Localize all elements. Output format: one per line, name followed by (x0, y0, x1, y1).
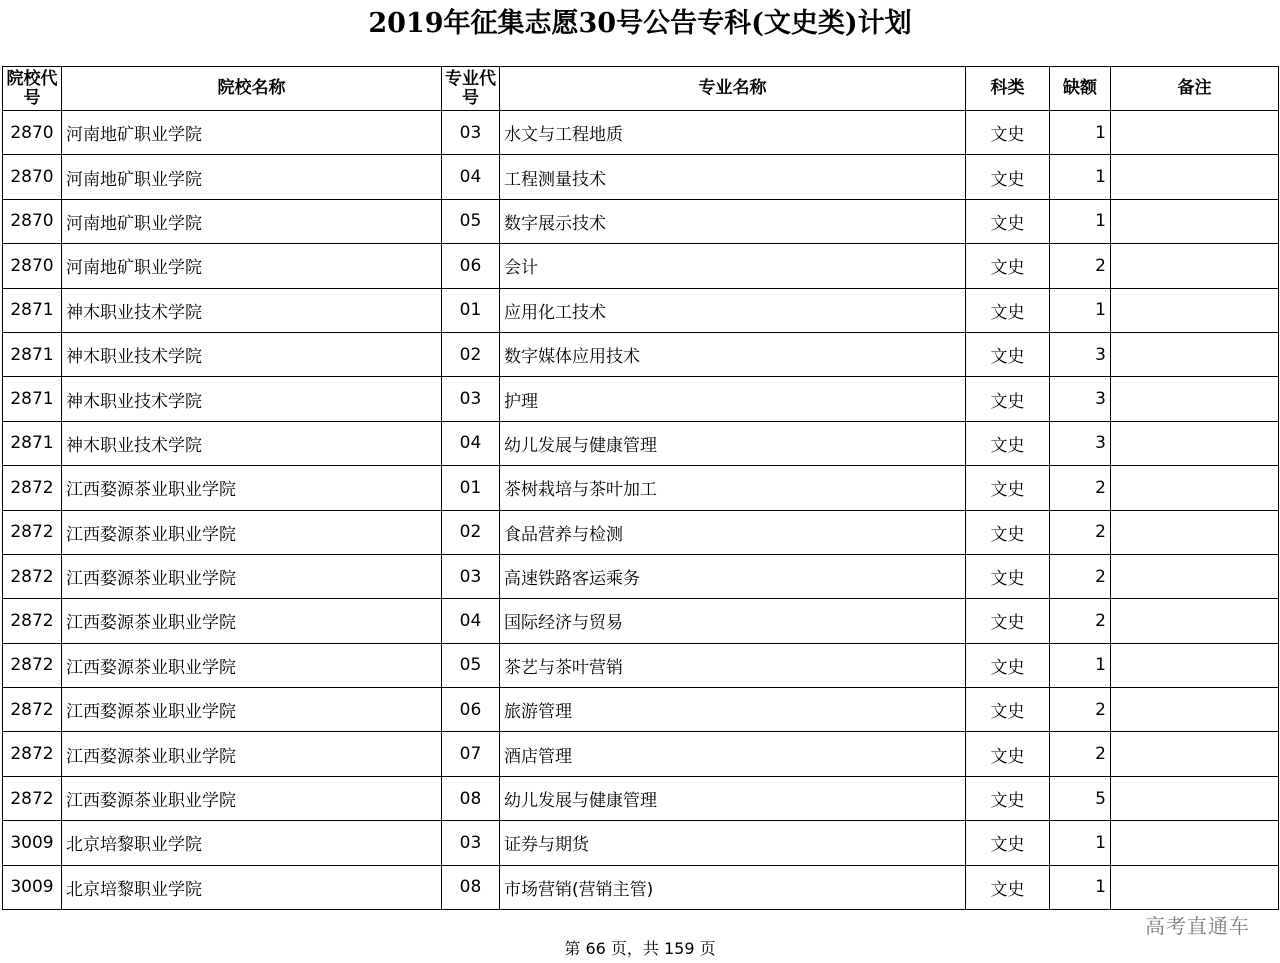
cell-major-code: 06 (442, 244, 500, 288)
cell-remarks (1111, 111, 1279, 155)
cell-major-code: 01 (442, 288, 500, 332)
table-row (3, 643, 1279, 687)
enrollment-plan-table (2, 66, 1279, 910)
cell-category: 文史 (966, 199, 1050, 243)
cell-remarks (1111, 821, 1279, 865)
cell-school-code: 2872 (3, 643, 62, 687)
cell-major-name: 酒店管理 (500, 732, 966, 776)
cell-category: 文史 (966, 421, 1050, 465)
cell-school-name: 江西婺源茶业职业学院 (62, 732, 442, 776)
cell-school-code: 2872 (3, 466, 62, 510)
cell-major-code: 07 (442, 732, 500, 776)
cell-major-code: 05 (442, 199, 500, 243)
cell-remarks (1111, 643, 1279, 687)
cell-remarks (1111, 421, 1279, 465)
cell-major-name: 数字展示技术 (500, 199, 966, 243)
cell-school-code: 2870 (3, 199, 62, 243)
cell-major-name: 市场营销(营销主管) (500, 865, 966, 909)
table-row (3, 776, 1279, 820)
cell-school-name: 神木职业技术学院 (62, 421, 442, 465)
cell-remarks (1111, 554, 1279, 598)
table-row (3, 865, 1279, 909)
cell-school-name: 江西婺源茶业职业学院 (62, 776, 442, 820)
cell-school-code: 2872 (3, 688, 62, 732)
header-school-name: 院校名称 (62, 67, 442, 111)
table-header-row (3, 67, 1279, 111)
cell-category: 文史 (966, 732, 1050, 776)
cell-major-code: 08 (442, 865, 500, 909)
cell-school-code: 2871 (3, 421, 62, 465)
cell-quota: 3 (1050, 377, 1111, 421)
cell-remarks (1111, 332, 1279, 376)
cell-school-code: 2872 (3, 510, 62, 554)
cell-major-name: 茶艺与茶叶营销 (500, 643, 966, 687)
cell-major-code: 04 (442, 155, 500, 199)
cell-quota: 1 (1050, 643, 1111, 687)
cell-school-code: 2872 (3, 554, 62, 598)
cell-school-code: 2870 (3, 111, 62, 155)
cell-quota: 2 (1050, 510, 1111, 554)
cell-major-code: 03 (442, 377, 500, 421)
table-row (3, 377, 1279, 421)
cell-school-name: 江西婺源茶业职业学院 (62, 466, 442, 510)
cell-school-name: 神木职业技术学院 (62, 332, 442, 376)
cell-remarks (1111, 199, 1279, 243)
table-body (3, 111, 1279, 910)
table-row (3, 332, 1279, 376)
table-row (3, 244, 1279, 288)
table-row (3, 466, 1279, 510)
header-major-name: 专业名称 (500, 67, 966, 111)
cell-category: 文史 (966, 332, 1050, 376)
cell-school-name: 北京培黎职业学院 (62, 821, 442, 865)
cell-category: 文史 (966, 111, 1050, 155)
cell-school-name: 江西婺源茶业职业学院 (62, 510, 442, 554)
cell-major-code: 03 (442, 821, 500, 865)
cell-quota: 1 (1050, 199, 1111, 243)
cell-major-name: 国际经济与贸易 (500, 599, 966, 643)
cell-major-code: 04 (442, 599, 500, 643)
cell-category: 文史 (966, 821, 1050, 865)
table-row (3, 599, 1279, 643)
cell-major-name: 会计 (500, 244, 966, 288)
cell-school-code: 2872 (3, 599, 62, 643)
cell-major-code: 06 (442, 688, 500, 732)
cell-category: 文史 (966, 776, 1050, 820)
cell-remarks (1111, 155, 1279, 199)
cell-school-name: 河南地矿职业学院 (62, 111, 442, 155)
table-row (3, 155, 1279, 199)
cell-category: 文史 (966, 643, 1050, 687)
page-title: 2019年征集志愿30号公告专科(文史类)计划 (368, 8, 912, 39)
cell-major-code: 04 (442, 421, 500, 465)
cell-category: 文史 (966, 288, 1050, 332)
cell-major-code: 08 (442, 776, 500, 820)
cell-school-code: 2870 (3, 155, 62, 199)
cell-school-code: 2871 (3, 377, 62, 421)
cell-quota: 2 (1050, 554, 1111, 598)
cell-category: 文史 (966, 688, 1050, 732)
cell-major-name: 数字媒体应用技术 (500, 332, 966, 376)
table-row (3, 821, 1279, 865)
cell-major-name: 旅游管理 (500, 688, 966, 732)
cell-school-name: 江西婺源茶业职业学院 (62, 599, 442, 643)
header-category: 科类 (966, 67, 1050, 111)
cell-quota: 1 (1050, 111, 1111, 155)
cell-remarks (1111, 377, 1279, 421)
cell-school-name: 河南地矿职业学院 (62, 244, 442, 288)
cell-category: 文史 (966, 466, 1050, 510)
cell-remarks (1111, 288, 1279, 332)
cell-major-name: 食品营养与检测 (500, 510, 966, 554)
cell-remarks (1111, 776, 1279, 820)
cell-school-code: 2872 (3, 776, 62, 820)
cell-category: 文史 (966, 599, 1050, 643)
table-row (3, 199, 1279, 243)
cell-quota: 3 (1050, 421, 1111, 465)
cell-quota: 1 (1050, 288, 1111, 332)
table-row (3, 732, 1279, 776)
table-row (3, 421, 1279, 465)
header-quota: 缺额 (1050, 67, 1111, 111)
cell-major-name: 工程测量技术 (500, 155, 966, 199)
cell-school-code: 2871 (3, 332, 62, 376)
cell-major-name: 幼儿发展与健康管理 (500, 421, 966, 465)
cell-school-name: 河南地矿职业学院 (62, 199, 442, 243)
cell-school-name: 神木职业技术学院 (62, 377, 442, 421)
cell-major-code: 02 (442, 332, 500, 376)
cell-school-name: 河南地矿职业学院 (62, 155, 442, 199)
cell-school-code: 3009 (3, 865, 62, 909)
cell-remarks (1111, 466, 1279, 510)
cell-remarks (1111, 599, 1279, 643)
cell-school-name: 神木职业技术学院 (62, 288, 442, 332)
cell-major-name: 证券与期货 (500, 821, 966, 865)
table-row (3, 288, 1279, 332)
cell-category: 文史 (966, 377, 1050, 421)
cell-major-name: 幼儿发展与健康管理 (500, 776, 966, 820)
cell-quota: 5 (1050, 776, 1111, 820)
cell-category: 文史 (966, 554, 1050, 598)
table-row (3, 688, 1279, 732)
cell-remarks (1111, 510, 1279, 554)
cell-quota: 2 (1050, 466, 1111, 510)
cell-school-code: 2871 (3, 288, 62, 332)
watermark: 高考直通车 (1145, 914, 1250, 938)
cell-remarks (1111, 244, 1279, 288)
cell-school-code: 2872 (3, 732, 62, 776)
cell-category: 文史 (966, 244, 1050, 288)
cell-remarks (1111, 732, 1279, 776)
table-row (3, 510, 1279, 554)
cell-major-name: 茶树栽培与茶叶加工 (500, 466, 966, 510)
cell-remarks (1111, 865, 1279, 909)
cell-major-code: 02 (442, 510, 500, 554)
cell-major-code: 01 (442, 466, 500, 510)
header-school-code: 院校代号 (3, 67, 62, 111)
header-major-code: 专业代号 (442, 67, 500, 111)
cell-major-code: 03 (442, 554, 500, 598)
cell-category: 文史 (966, 865, 1050, 909)
cell-school-name: 江西婺源茶业职业学院 (62, 688, 442, 732)
cell-major-code: 03 (442, 111, 500, 155)
cell-school-name: 北京培黎职业学院 (62, 865, 442, 909)
cell-school-code: 3009 (3, 821, 62, 865)
cell-school-name: 江西婺源茶业职业学院 (62, 643, 442, 687)
cell-major-name: 高速铁路客运乘务 (500, 554, 966, 598)
cell-category: 文史 (966, 510, 1050, 554)
table-row (3, 554, 1279, 598)
cell-quota: 2 (1050, 688, 1111, 732)
cell-quota: 2 (1050, 732, 1111, 776)
cell-quota: 3 (1050, 332, 1111, 376)
cell-major-name: 护理 (500, 377, 966, 421)
cell-quota: 1 (1050, 865, 1111, 909)
cell-remarks (1111, 688, 1279, 732)
cell-quota: 1 (1050, 821, 1111, 865)
cell-quota: 1 (1050, 155, 1111, 199)
cell-major-name: 水文与工程地质 (500, 111, 966, 155)
cell-quota: 2 (1050, 599, 1111, 643)
cell-quota: 2 (1050, 244, 1111, 288)
page-footer: 第 66 页，共 159 页 (564, 939, 716, 958)
cell-school-code: 2870 (3, 244, 62, 288)
table-row (3, 111, 1279, 155)
cell-major-name: 应用化工技术 (500, 288, 966, 332)
cell-major-code: 05 (442, 643, 500, 687)
header-remarks: 备注 (1111, 67, 1279, 111)
cell-category: 文史 (966, 155, 1050, 199)
cell-school-name: 江西婺源茶业职业学院 (62, 554, 442, 598)
